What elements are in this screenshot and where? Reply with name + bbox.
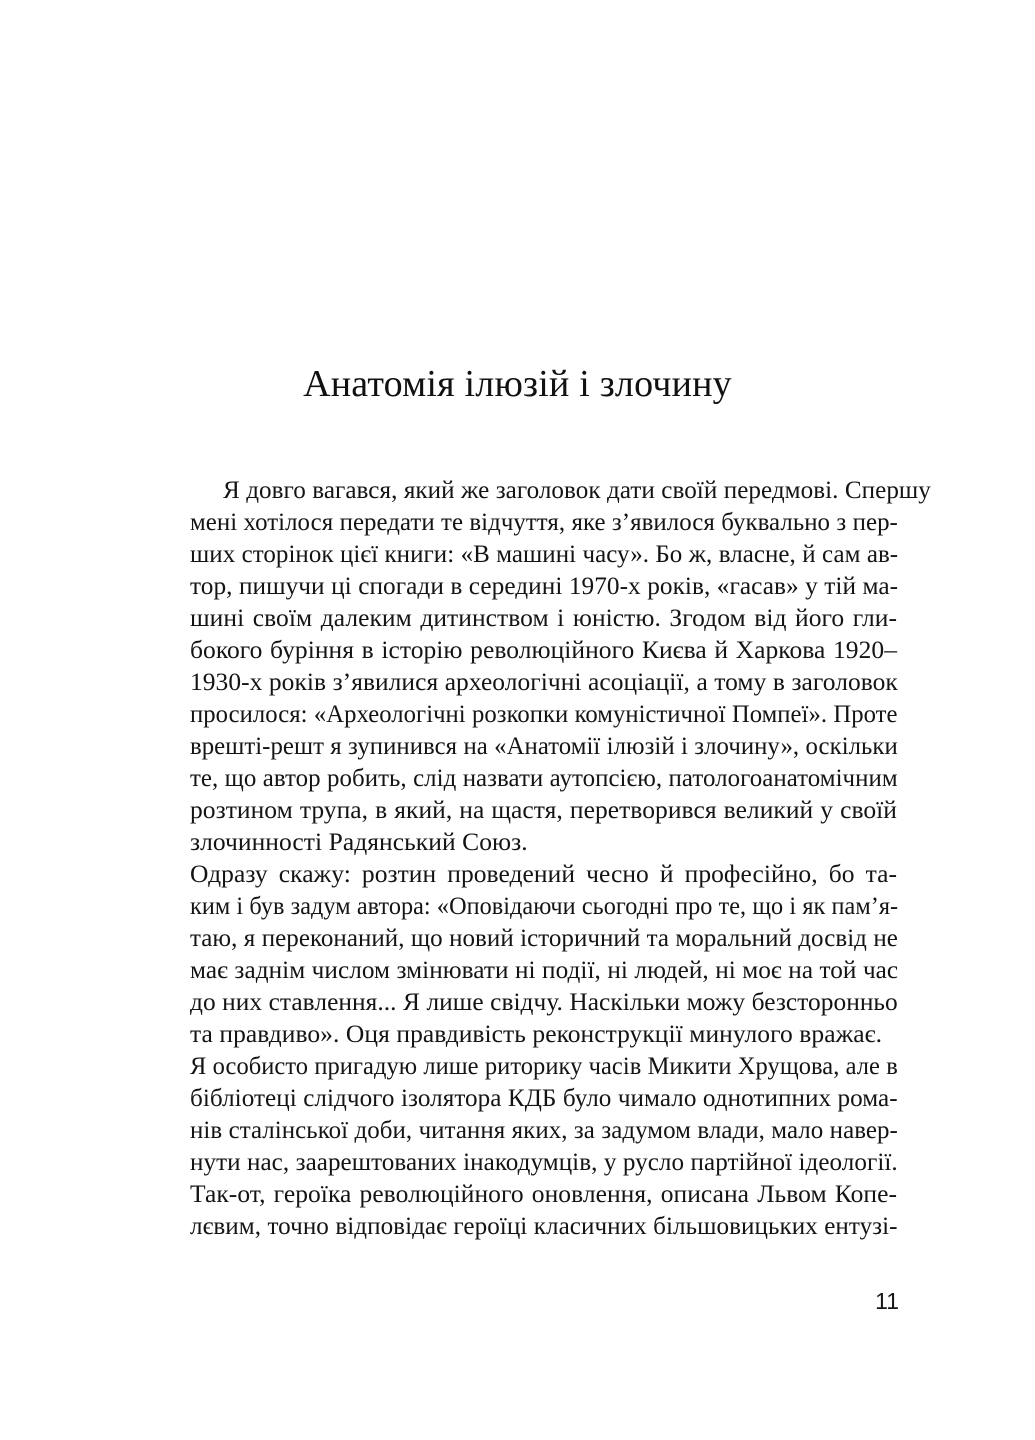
paragraph-2: [157, 858, 897, 1242]
text-line: та правдиво». Оця правдивість реконструкції минулого вражає.: [190, 1019, 883, 1048]
page-title: Анатомія ілюзій і злочину: [303, 363, 732, 406]
text-line: лєвим, точно відповідає героїці класичних більшовицьких ентузі-: [190, 1211, 898, 1240]
text-line: бокого буріння в історію революційного Києва й Харкова 1920–: [190, 635, 897, 664]
page-number: 11: [875, 1288, 899, 1314]
text-line: врешті-решт я зупинився на «Анатомії ілюзій і злочину», оскільки: [190, 731, 898, 760]
text-line: таю, я переконаний, що новий історичний та моральний досвід не: [190, 923, 898, 952]
text-line: до них ставлення... Я лише свідчу. Наскільки можу безсторонньо: [190, 987, 898, 1016]
text-line: Одразу скажу: розтин проведений чесно й професійно, бо та-: [190, 859, 897, 888]
text-line: нути нас, заарештованих інакодумців, у русло партійної ідеології.: [190, 1147, 898, 1176]
text-line: просилося: «Археологічні розкопки комуністичної Помпеї». Проте: [190, 699, 898, 728]
text-line: бібліотеці слідчого ізолятора КДБ було чимало однотипних рома-: [190, 1083, 898, 1112]
text-line: мені хотілося передати те відчуття, яке з’явилося буквально з пер-: [190, 507, 898, 536]
text-line: шині своїм далеким дитинством і юністю. Згодом від його гли-: [190, 603, 897, 632]
paragraph-1: [157, 474, 931, 858]
text-line: розтином трупа, в який, на щастя, перетворився великий у своїй: [190, 795, 897, 824]
text-line: ким і був задум автора: «Оповідаючи сьогодні про те, що і як пам’я-: [190, 891, 899, 920]
text-line: має заднім числом змінювати ні події, ні людей, ні моє на той час: [190, 955, 899, 984]
text-line: Я довго вагався, який же заголовок дати своїй передмові. Спершу: [223, 475, 931, 504]
text-line: 1930-х років з’явилися археологічні асоціації, а тому в заголовок: [190, 667, 898, 696]
text-line: Так-от, героїка революційного оновлення, описана Львом Копе-: [190, 1179, 897, 1208]
text-line: Я особисто пригадую лише риторику часів Микити Хрущова, але в: [190, 1051, 898, 1080]
text-line: те, що автор робить, слід назвати аутопсією, патологоанатомічним: [190, 763, 898, 792]
text-line: тор, пишучи ці спогади в середині 1970-х років, «гасав» у тій ма-: [190, 571, 899, 600]
text-line: ших сторінок цієї книги: «В машині часу». Бо ж, власне, й сам ав-: [190, 539, 899, 568]
text-line: злочинності Радянський Союз.: [190, 827, 528, 856]
body-text-block: [157, 474, 931, 1242]
text-line: нів сталінської доби, читання яких, за задумом влади, мало навер-: [190, 1115, 898, 1144]
